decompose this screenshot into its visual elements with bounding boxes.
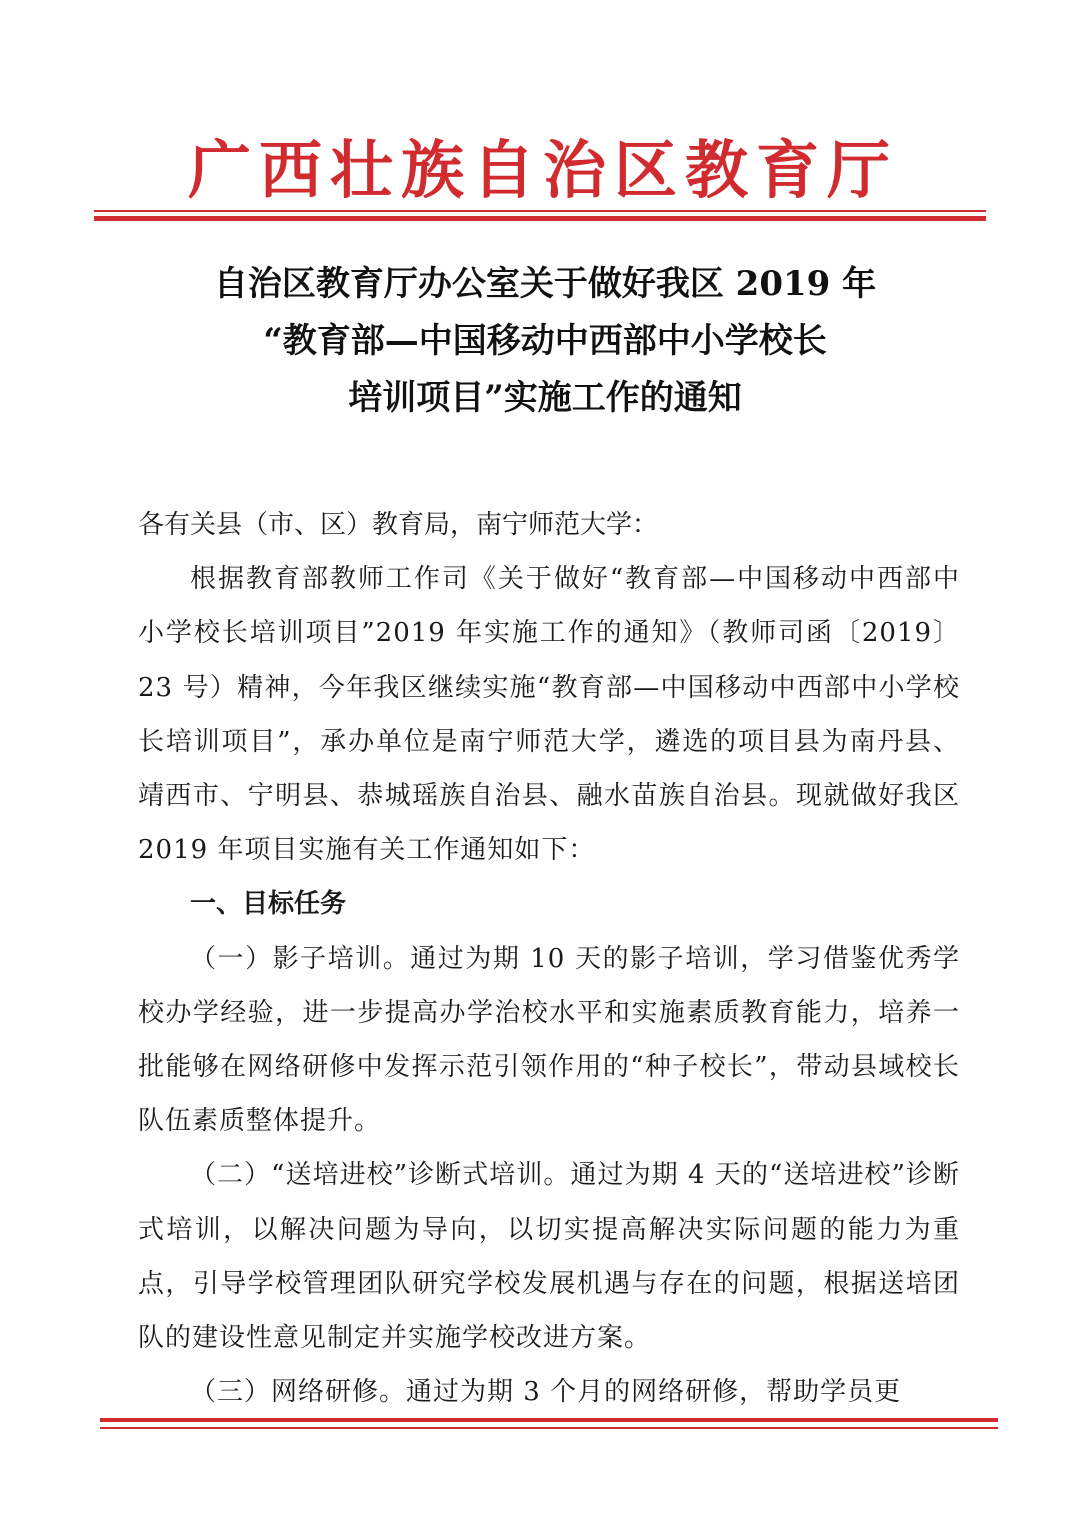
title-line-3: 培训项目”实施工作的通知 — [348, 378, 742, 418]
item-paragraph-1: （一）影子培训。通过为期 10 天的影子培训，学习借鉴优秀学校办学经验，进一步提高办学治校水平和实施素质教育能力，培养一批能够在网络研修中发挥示范引领作用的“种子校长”，带动县域校长队伍素质整体提升。 — [138, 943, 960, 1137]
title-line-1: 自治区教育厅办公室关于做好我区 2019 年 — [213, 264, 877, 304]
title-line-2: “教育部—中国移动中西部中小学校长 — [263, 321, 827, 361]
item-paragraph-2: （二）“送培进校”诊断式培训。通过为期 4 天的“送培进校”诊断式培训，以解决问题为导向，以切实提高解决实际问题的能力为重点，引导学校管理团队研究学校发展机遇与存在的问题，根据送培团队的建设性意见制定并实施学校改进方案。 — [138, 1160, 960, 1354]
masthead-rule-thick — [94, 216, 986, 221]
document-title — [110, 256, 980, 427]
document-body — [138, 498, 960, 1419]
salutation: 各有关县（市、区）教育局，南宁师范大学： — [138, 510, 659, 540]
masthead-rule-thin — [94, 210, 986, 212]
intro-paragraph: 根据教育部教师工作司《关于做好“教育部—中国移动中西部中小学校长培训项目”2019 年实施工作的通知》（教师司函〔2019〕23 号）精神，今年我区继续实施“教育部—中国移动中西部中小学校长培训项目”，承办单位是南宁师范大学，遴选的项目县为南丹县、靖西市、宁明县、恭城瑶族自治县、融水苗族自治县。现就做好我区 2019 年项目实施有关工作通知如下： — [138, 564, 960, 866]
item-paragraph-3: （三）网络研修。通过为期 3 个月的网络研修，帮助学员更 — [190, 1377, 902, 1408]
section-heading: 一、目标任务 — [190, 889, 347, 920]
footer-rule-thin — [100, 1427, 998, 1429]
masthead-title: 广西壮族自治区教育厅 — [188, 133, 898, 207]
footer-rule-thick — [100, 1418, 998, 1422]
